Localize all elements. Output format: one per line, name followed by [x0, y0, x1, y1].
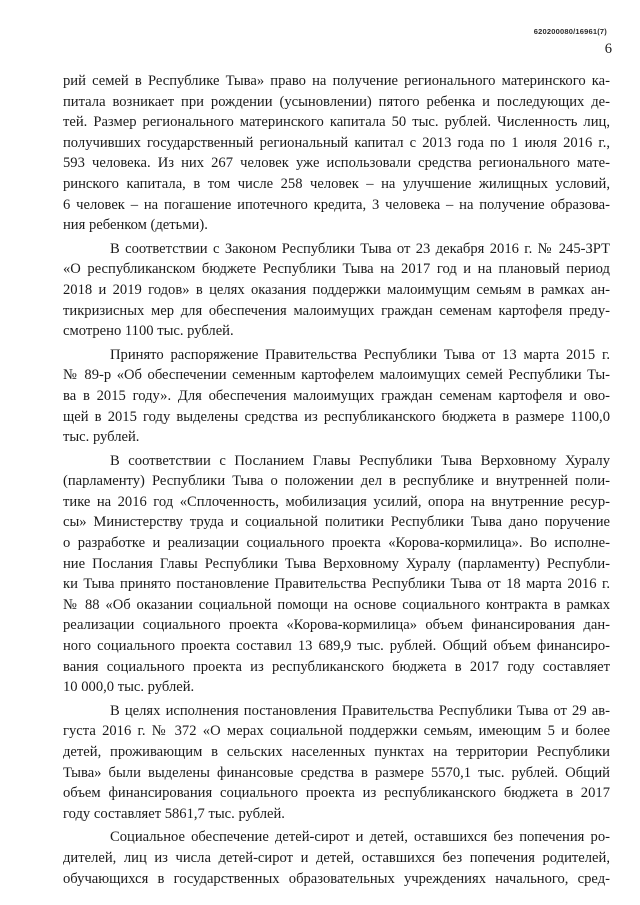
text-line: «О республиканском бюджете Республики Тыва на 2017 год и на плановый период — [63, 261, 610, 278]
paragraph-maternity-capital — [63, 71, 610, 236]
text-line: Социальное обеспечение детей-сирот и детей, оставшихся без попечения ро- — [110, 829, 610, 846]
text-line: В целях исполнения постановления Правительства Республики Тыва от 29 ав- — [110, 702, 610, 719]
text-line: питала возникает при рождении (усыновлении) пятого ребенка и последующих де- — [63, 93, 610, 110]
paragraph-orphans-support — [63, 827, 610, 889]
text-line: В соответствии с Законом Республики Тыва от 23 декабря 2016 г. № 245-ЗРТ — [110, 240, 610, 257]
text-line: объем финансирования социального проекта из республиканского бюджета в 2017 — [63, 785, 610, 802]
text-line: Принято распоряжение Правительства Республики Тыва от 13 марта 2015 г. — [110, 346, 610, 363]
text-line: обучающихся в государственных образовательных учреждениях начального, сред- — [63, 870, 610, 887]
text-line: году составляет 5861,7 тыс. рублей. — [63, 805, 285, 822]
text-line: сы» Министерству труда и социальной политики Республики Тыва дано поручение — [63, 514, 610, 531]
text-line: 10 000,0 тыс. рублей. — [63, 679, 195, 696]
text-line: 6 человек – на погашение ипотечного кредита, 3 человека – на получение образова- — [63, 196, 610, 213]
text-line: детей, проживающим в сельских населенных пунктах на территории Республики — [63, 744, 610, 760]
text-line: дителей, лиц из числа детей-сирот и детей, оставшихся без попечения родителей, — [63, 849, 610, 866]
text-line: тей. Размер регионального материнского капитала 50 тыс. рублей. Численность лиц, — [63, 114, 610, 131]
text-line: ния ребенком (детьми). — [63, 217, 208, 234]
text-line: ва в 2015 году». Для обеспечения малоимущих граждан семенам картофеля и ово- — [63, 387, 610, 404]
text-line: реализации социального проекта «Корова-кормилица» объем финансирования дан- — [63, 617, 610, 634]
text-line: Тыва» были выделены финансовые средства в размере 5570,1 тыс. рублей. Общий — [63, 764, 610, 781]
text-line: ки Тыва принято постановление Правительства Республики Тыва от 18 марта 2016 г. — [63, 576, 610, 593]
text-line: тике на 2016 год «Сплоченность, мобилизация усилий, опора на внутренние ресур- — [63, 493, 610, 510]
page-number: 6 — [604, 41, 612, 57]
text-line: В соответствии с Посланием Главы Республики Тыва Верховному Хуралу — [110, 452, 610, 469]
document-id-stamp: 620200080/16961(7) — [533, 27, 607, 36]
text-line: № 88 «Об оказании социальной помощи на основе социального контракта в рамках — [63, 596, 610, 613]
text-line: ринского капитала, в том числе 258 человек – на улучшение жилищных условий, — [63, 175, 610, 192]
text-line: ние Послания Главы Республики Тыва Верховному Хуралу (парламенту) Республи- — [63, 555, 610, 572]
paragraph-budget-law — [63, 239, 610, 342]
paragraph-seed-potatoes — [63, 345, 610, 448]
paragraph-korova-kormilitsa — [63, 451, 610, 698]
text-line: 593 человека. Из них 267 человек уже использовали средства регионального мате- — [63, 155, 610, 172]
text-line: вания социального проекта из республиканского бюджета в 2017 году составляет — [63, 658, 610, 675]
text-line: о разработке и реализации социального проекта «Корова-кормилица». Во исполне- — [63, 535, 610, 552]
text-line: щей в 2015 году выделены средства из республиканского бюджета в размере 1100,0 — [63, 408, 610, 425]
text-line: тыс. рублей. — [63, 429, 140, 446]
text-line: тикризисных мер для обеспечения малоимущих граждан семенам картофеля преду- — [63, 302, 610, 319]
text-line: 2018 и 2019 годов» в целях оказания поддержки малоимущим семьям в рамках ан- — [63, 281, 610, 298]
text-line: № 89-р «Об обеспечении семенным картофелем малоимущих семей Республики Ты- — [63, 367, 610, 384]
text-line: рий семей в Республике Тыва» право на получение регионального материнского ка- — [63, 73, 610, 89]
text-line: (парламенту) Республики Тыва о положении дел в республике и внутренней поли- — [63, 473, 610, 490]
body-text — [63, 71, 610, 889]
text-line: смотрено 1100 тыс. рублей. — [63, 323, 234, 340]
paragraph-large-families — [63, 701, 610, 825]
text-line: ного социального проекта составил 13 689,9 тыс. рублей. Общий объем финансиро- — [63, 638, 610, 655]
text-line: получивших государственный региональный капитал с 2013 года по 1 июля 2016 г., — [63, 134, 610, 151]
text-line: густа 2016 г. № 372 «О мерах социальной поддержки семьям, имеющим 5 и более — [63, 723, 610, 740]
